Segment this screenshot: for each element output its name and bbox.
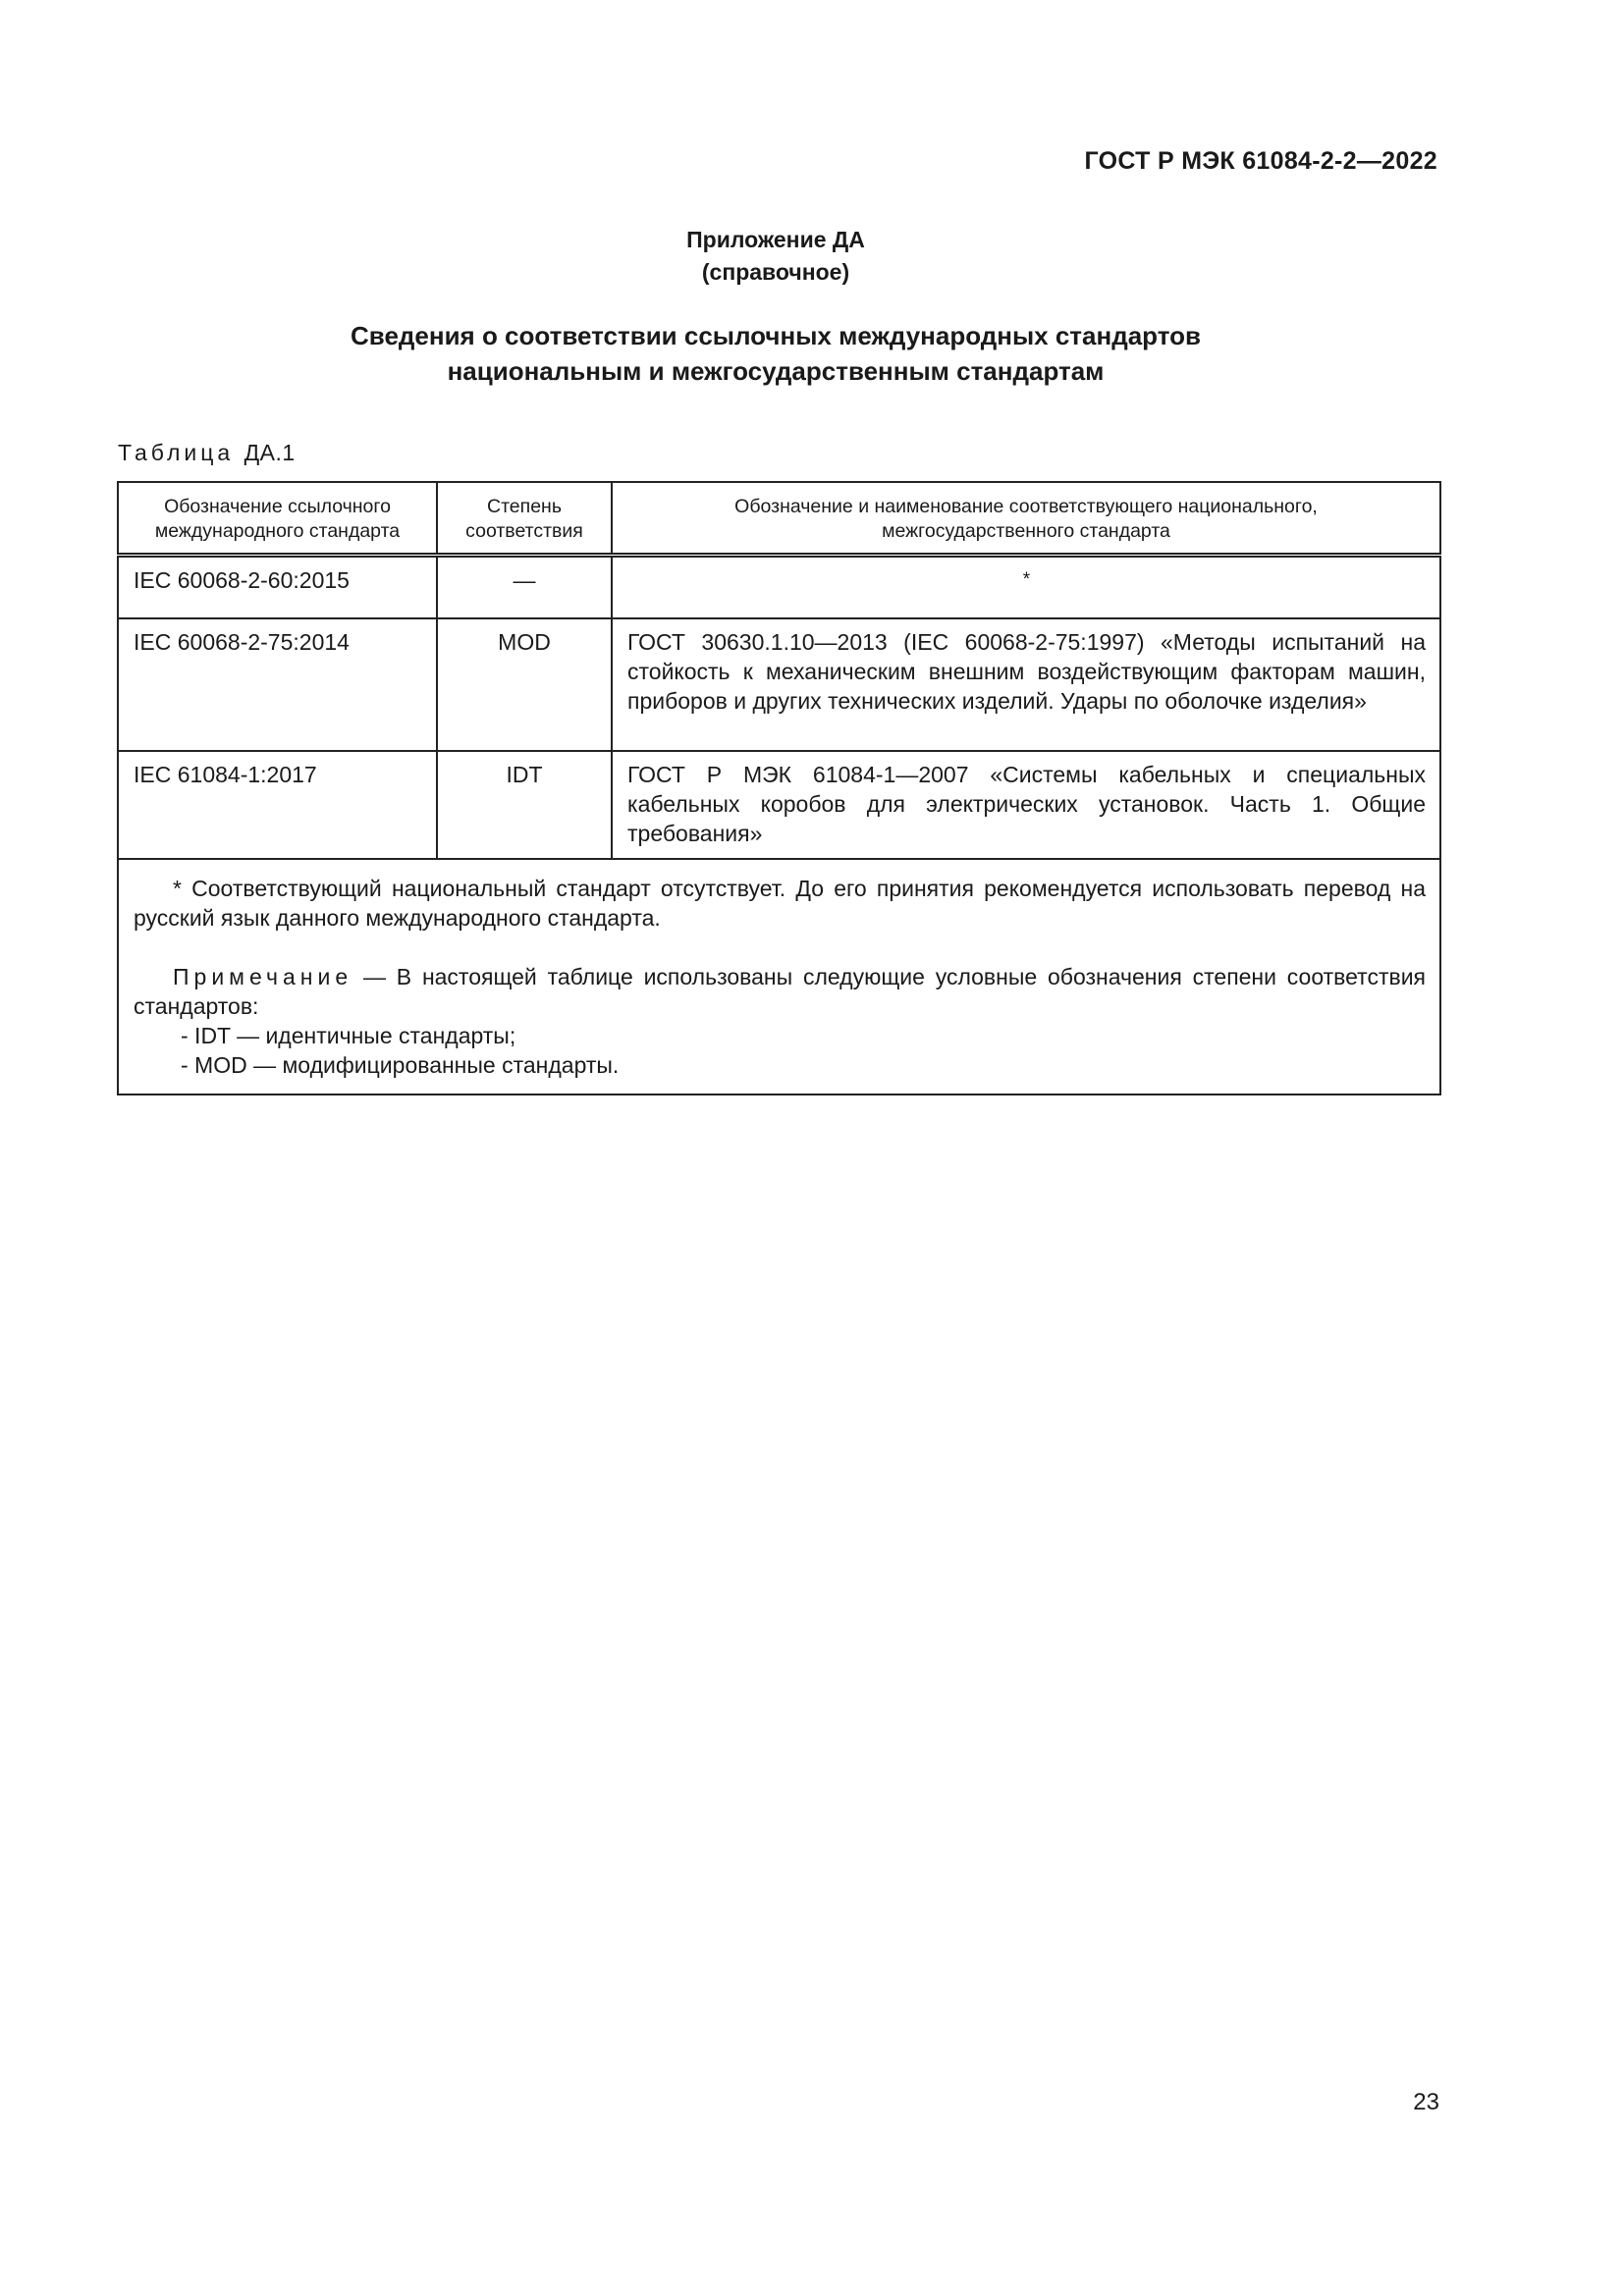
table-note	[134, 962, 1426, 1021]
page-number: 23	[1413, 2089, 1439, 2115]
column-header-degree: Степень соответствия	[437, 482, 612, 556]
annex-heading-line-1: Сведения о соответствии ссылочных международных стандартов	[351, 321, 1201, 350]
table-label	[118, 440, 296, 466]
correspondence-table	[117, 481, 1441, 1095]
note-label: Примечание	[173, 964, 353, 989]
cell-national-standard: ГОСТ 30630.1.10—2013 (IEC 60068-2-75:1997) «Методы испытаний на стойкость к механическим внешним воздействующим факторам машин, приборов и других технических изделий. Удары по оболочке изделия»	[612, 618, 1440, 751]
table-label-number: ДА.1	[244, 440, 296, 465]
table-notes-cell	[118, 859, 1440, 1095]
cell-designation: IEC 60068-2-60:2015	[118, 556, 437, 619]
annex-caption	[0, 224, 1551, 289]
table-row	[118, 618, 1440, 751]
annex-title: Приложение ДА	[686, 227, 865, 252]
annex-status: (справочное)	[701, 259, 850, 285]
cell-national-standard: *	[612, 556, 1440, 619]
annex-heading	[0, 318, 1551, 389]
table-notes-row	[118, 859, 1440, 1095]
cell-degree: MOD	[437, 618, 612, 751]
note-text: — В настоящей таблице использованы следующие условные обозначения степени соответствия стандартов:	[134, 964, 1426, 1019]
table-row	[118, 556, 1440, 619]
list-item: - IDT — идентичные стандарты;	[181, 1023, 516, 1048]
note-list	[134, 1021, 1426, 1080]
cell-degree: IDT	[437, 751, 612, 859]
table-footnote: * Соответствующий национальный стандарт отсутствует. До его принятия рекомендуется использовать перевод на русский язык данного международного стандарта.	[134, 876, 1426, 931]
cell-national-standard: ГОСТ Р МЭК 61084-1—2007 «Системы кабельных и специальных кабельных коробов для электрических установок. Часть 1. Общие требования»	[612, 751, 1440, 859]
cell-degree: —	[437, 556, 612, 619]
cell-designation: IEC 61084-1:2017	[118, 751, 437, 859]
column-header-national-standard: Обозначение и наименование соответствующего национального, межгосударственного стандарта	[612, 482, 1440, 556]
document-code: ГОСТ Р МЭК 61084-2-2—2022	[1084, 147, 1437, 175]
annex-heading-line-2: национальным и межгосударственным стандартам	[447, 356, 1105, 386]
table-label-word: Таблица	[118, 440, 235, 465]
table-header-row	[118, 482, 1440, 556]
cell-designation: IEC 60068-2-75:2014	[118, 618, 437, 751]
list-item: - MOD — модифицированные стандарты.	[181, 1052, 620, 1078]
column-header-designation: Обозначение ссылочного международного стандарта	[118, 482, 437, 556]
table-row	[118, 751, 1440, 859]
